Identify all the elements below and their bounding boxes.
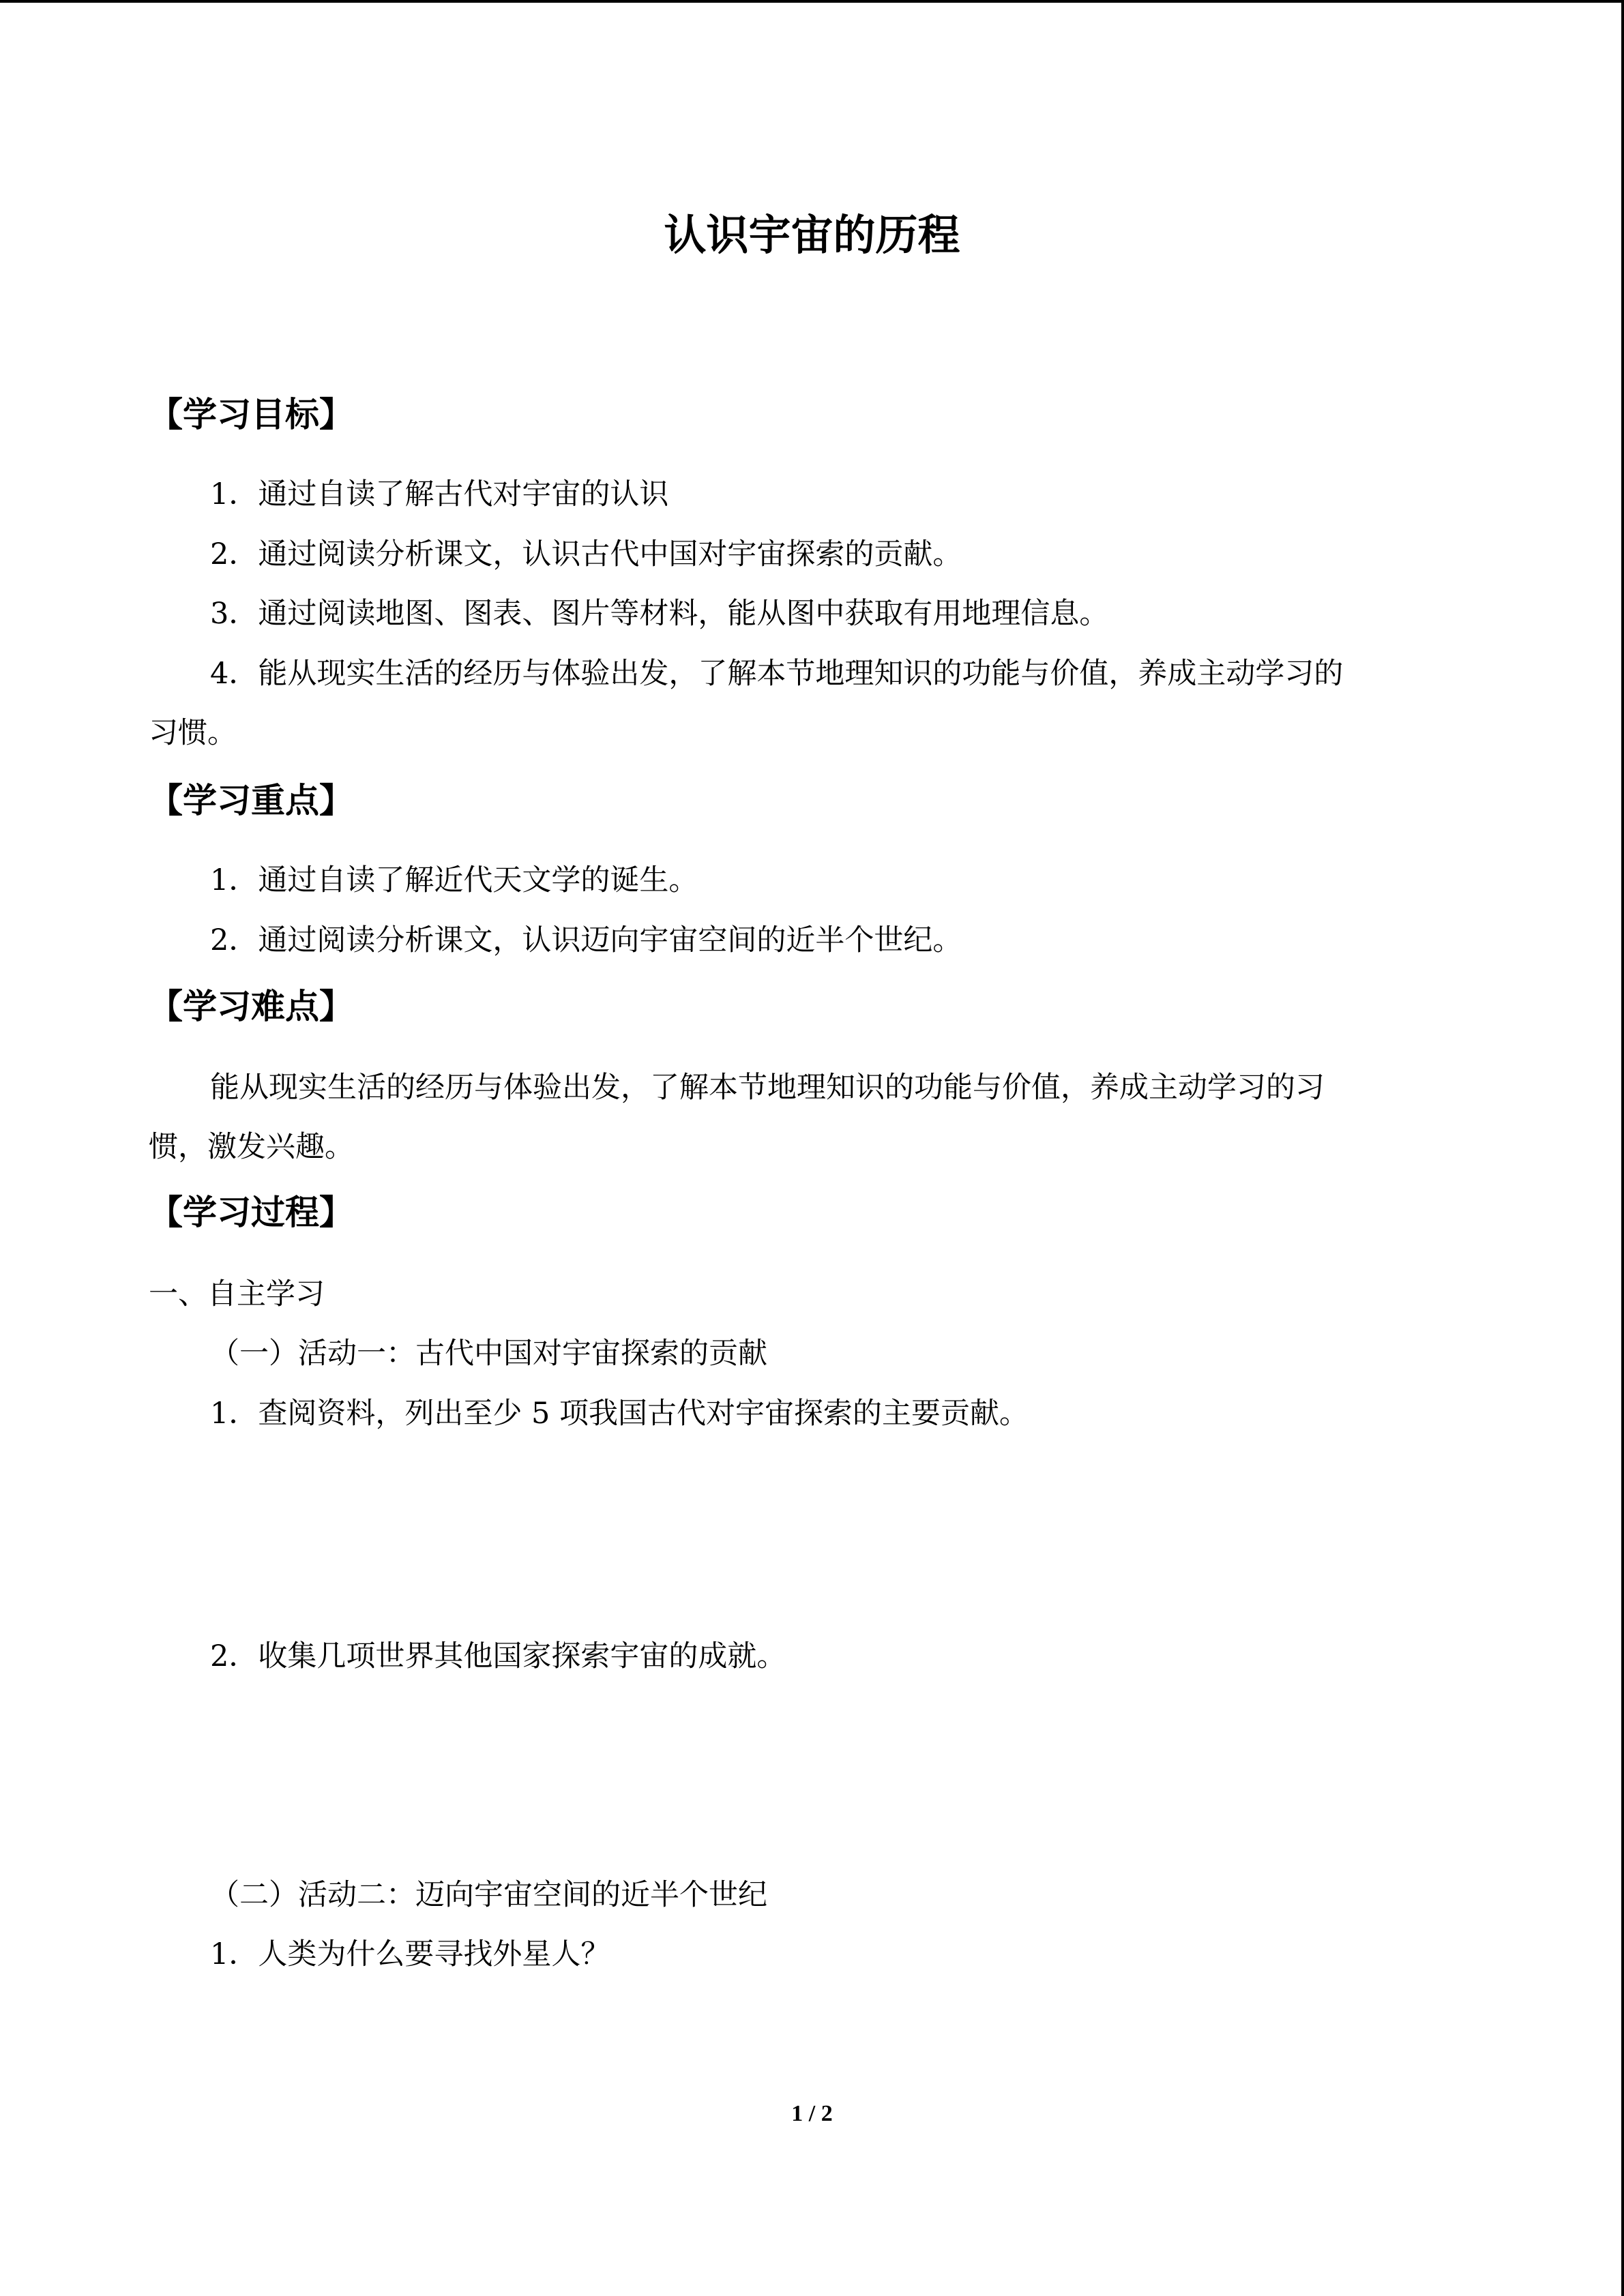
objective-item-4-continued: 习惯。 — [149, 716, 237, 750]
activity-one-question-1: 1．查阅资料，列出至少 5 项我国古代对宇宙探索的主要贡献。 — [210, 1397, 1029, 1431]
objective-item-4: 4．能从现实生活的经历与体验出发，了解本节地理知识的功能与价值，养成主动学习的 — [210, 657, 1344, 691]
activity-one-question-2: 2．收集几项世界其他国家探索宇宙的成就。 — [210, 1639, 786, 1673]
activity-two-title: （二）活动二：迈向宇宙空间的近半个世纪 — [210, 1878, 767, 1912]
objectives-heading: 【学习目标】 — [149, 395, 353, 434]
objective-item-2: 2．通过阅读分析课文，认识古代中国对宇宙探索的贡献。 — [210, 537, 962, 571]
difficulties-heading: 【学习难点】 — [149, 987, 353, 1026]
activity-one-title: （一）活动一：古代中国对宇宙探索的贡献 — [210, 1337, 767, 1371]
process-heading: 【学习过程】 — [149, 1193, 353, 1232]
difficulties-line-1: 能从现实生活的经历与体验出发，了解本节地理知识的功能与价值，养成主动学习的习 — [210, 1071, 1325, 1105]
key-point-item-1: 1．通过自读了解近代天文学的诞生。 — [210, 863, 698, 897]
objective-item-1: 1．通过自读了解古代对宇宙的认识 — [210, 477, 669, 511]
objective-item-3: 3．通过阅读地图、图表、图片等材料，能从图中获取有用地理信息。 — [210, 597, 1109, 631]
key-point-item-2: 2．通过阅读分析课文，认识迈向宇宙空间的近半个世纪。 — [210, 923, 962, 957]
page-number: 1 / 2 — [791, 2101, 833, 2126]
key-points-heading: 【学习重点】 — [149, 781, 353, 820]
right-border-line — [1621, 0, 1624, 2296]
part-one-title: 一、自主学习 — [149, 1277, 325, 1311]
difficulties-line-2: 惯，激发兴趣。 — [149, 1130, 354, 1164]
activity-two-question-1: 1．人类为什么要寻找外星人？ — [210, 1937, 610, 1971]
page-title: 认识宇宙的历程 — [664, 210, 960, 260]
top-border-line — [0, 0, 1624, 3]
